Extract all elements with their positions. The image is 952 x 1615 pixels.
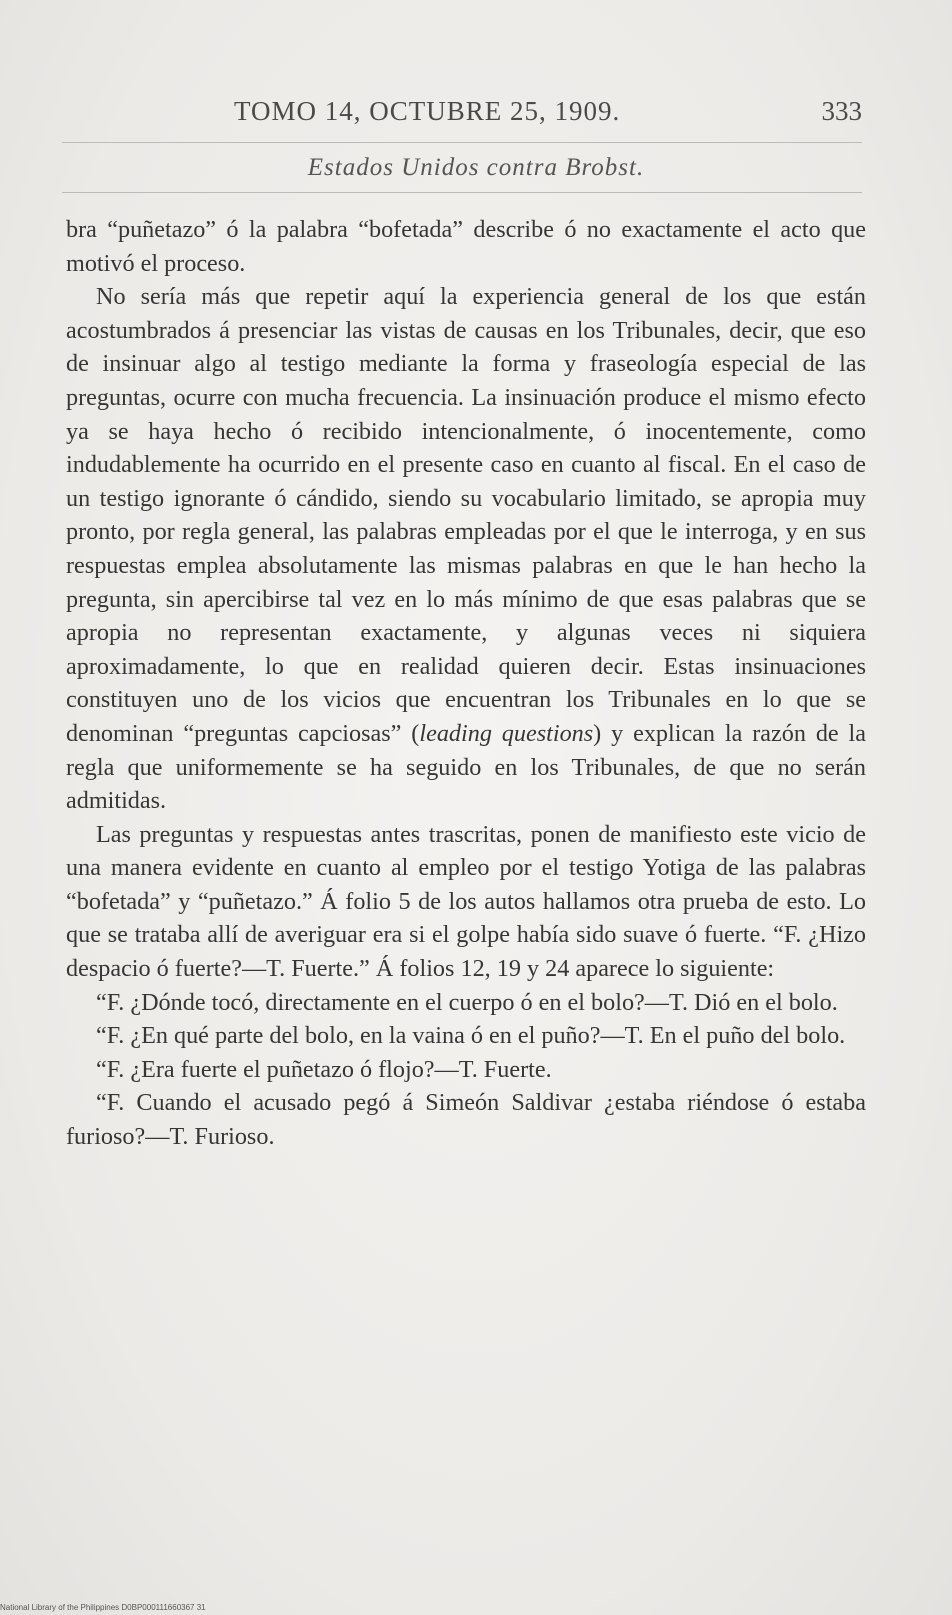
paragraph-text: “F. ¿En qué parte del bolo, en la vaina ó en el puño?—T. En el puño del bolo. bbox=[96, 1022, 846, 1050]
paragraph bbox=[66, 280, 866, 818]
paragraph bbox=[66, 213, 866, 280]
case-title: Estados Unidos contra Brobst. bbox=[307, 154, 645, 181]
paragraph-text: “F. ¿Era fuerte el puñetazo ó flojo?—T. Fuerte. bbox=[96, 1055, 552, 1083]
paragraph bbox=[66, 1053, 866, 1087]
header-rule-bottom bbox=[62, 192, 862, 193]
paragraph-text: No sería más que repetir aquí la experiencia general de los que están acostumbrados á presenciar las vistas de causas en los Tribunales, decir, que eso de insinuar algo al testigo mediante la forma y fraseología especial de las preguntas, ocurre con mucha frecuencia. La insinuación produce el mismo efecto ya se haya hecho ó recibido intencionalmente, ó inocentemente, como indudablemente ha ocurrido en el presente caso en cuanto al fiscal. En el caso de un testigo ignorante ó cándido, siendo su vocabulario limitado, se apropia muy pronto, por regla general, las palabras empleadas por el que le interroga, y en sus respuestas emplea absolutamente las mismas palabras en que le han hecho la pregunta, sin apercibirse tal vez en lo más mínimo de que esas palabras que se apropia no representan exactamente, y algunas veces ni siquiera aproximadamente, lo que en realidad quieren decir. Estas insinuaciones constituyen uno de los vicios que encuentran los Tribunales en lo que se denominan “preguntas capciosas” ( bbox=[66, 283, 866, 747]
paragraph-text: “F. Cuando el acusado pegó á Simeón Saldivar ¿estaba riéndose ó estaba furioso?—T. Furioso. bbox=[66, 1089, 866, 1151]
volume-date-header: TOMO 14, OCTUBRE 25, 1909. bbox=[234, 96, 621, 126]
page-number: 333 bbox=[821, 96, 862, 126]
paragraph bbox=[66, 818, 866, 986]
body-text bbox=[66, 213, 866, 1154]
scan-credit: National Library of the Philippines D0BP000111660367 31 bbox=[0, 1603, 206, 1612]
paragraph bbox=[66, 1086, 866, 1153]
header-rule-top bbox=[62, 142, 862, 143]
running-head bbox=[62, 96, 862, 136]
paragraph-text: “F. ¿Dónde tocó, directamente en el cuerpo ó en el bolo?—T. Dió en el bolo. bbox=[96, 988, 838, 1016]
paragraph-text: ) y explican la razón de la regla que uniformemente se ha seguido en los Tribunales, de que no serán admitidas. bbox=[66, 719, 866, 815]
paragraph bbox=[66, 986, 866, 1020]
paragraph bbox=[66, 1019, 866, 1053]
paragraph-text: Las preguntas y respuestas antes trascritas, ponen de manifiesto este vicio de una manera evidente en cuanto al empleo por el testigo Yotiga de las palabras “bofetada” y “puñetazo.” Á folio 5 de los autos hallamos otra prueba de esto. Lo que se trataba allí de averiguar era si el golpe había sido suave ó fuerte. “F. ¿Hizo despacio ó fuerte?—T. Fuerte.” Á folios 12, 19 y 24 aparece lo siguiente: bbox=[66, 820, 866, 983]
italic-term: leading questions bbox=[419, 719, 594, 747]
paragraph-text: bra “puñetazo” ó la palabra “bofetada” describe ó no exactamente el acto que motivó el proceso. bbox=[66, 216, 866, 277]
